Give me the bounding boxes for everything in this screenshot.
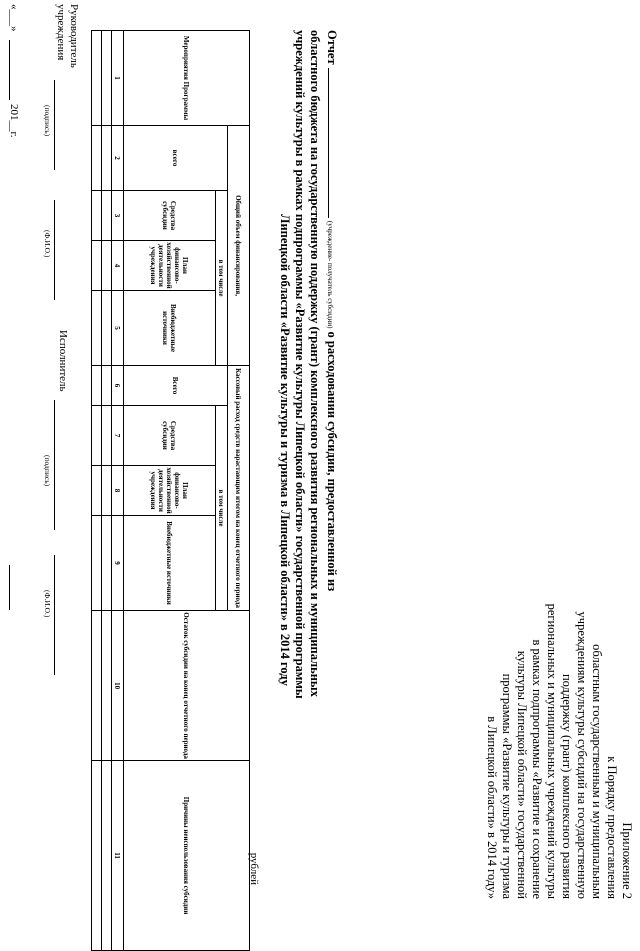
recipient-blank xyxy=(328,68,340,218)
col-number: 10 xyxy=(112,611,124,761)
executor-signature-caption: (подпись) xyxy=(43,455,52,487)
col-number: 9 xyxy=(112,516,124,611)
header-subsidy2: Средства субсидии xyxy=(124,406,216,466)
executor-fio-caption: (Ф.И.О.) xyxy=(43,590,52,618)
col-number: 6 xyxy=(112,366,124,406)
table-row xyxy=(92,31,102,951)
date-month-line xyxy=(9,40,10,100)
head-fio-line xyxy=(54,200,55,300)
appendix-line: поддержку (грант) комплексного развития xyxy=(560,673,574,899)
appendix-header xyxy=(484,569,634,899)
header-subsidy: Средства субсидии xyxy=(124,191,216,241)
executor-fio-line xyxy=(54,555,55,675)
report-title-line xyxy=(322,30,340,870)
header-all2: Всего xyxy=(124,366,228,406)
date-suffix: 201__г. xyxy=(8,104,20,138)
head-signature-line xyxy=(54,80,55,170)
currency-unit: рублей xyxy=(248,852,260,885)
recipient-note: (учреждение- получатель субсидии) xyxy=(326,220,334,329)
report-title: Отчет xyxy=(325,30,339,65)
header-incl2: в том числе xyxy=(216,406,228,611)
header-total-funding: Общий объем финансирования, xyxy=(228,126,250,366)
header-reasons: Причины неиспользования субсидии xyxy=(124,761,250,951)
head-signature-caption: (подпись) xyxy=(43,105,52,137)
col-number: 11 xyxy=(112,761,124,951)
col-number: 1 xyxy=(112,31,124,126)
executor-label: Исполнитель xyxy=(57,330,69,392)
appendix-line: региональных и муниципальных учреждений культуры xyxy=(545,603,559,899)
col-number: 5 xyxy=(112,291,124,366)
appendix-line: учреждениям культуры субсидий на государственную xyxy=(575,611,589,899)
col-number: 4 xyxy=(112,241,124,291)
appendix-line: Приложение 2 xyxy=(620,822,634,899)
col-number: 2 xyxy=(112,126,124,191)
report-title-block xyxy=(277,30,340,870)
report-line3: учреждений культуры в рамках подпрограммы «Развитие культуры Липецкой области» государственной программы xyxy=(293,30,307,699)
header-measures: Мероприятия Программы xyxy=(124,31,250,126)
head-fio-caption: (Ф.И.О.) xyxy=(43,230,52,258)
executor-extra-line xyxy=(9,565,10,610)
header-extra2: Внебюджетные источники xyxy=(124,516,216,611)
report-table xyxy=(91,30,250,951)
appendix-line: культуры Липецкой области» государственной xyxy=(515,650,529,899)
header-plan: План финансово-хозяйственной деятельности учреждения xyxy=(124,241,216,291)
appendix-line: в Липецкой области» в 2014 году» xyxy=(485,716,499,899)
date-prefix: «___» xyxy=(8,4,20,32)
appendix-line: в рамках подпрограммы «Развитие и сохранение xyxy=(530,639,544,899)
col-number: 7 xyxy=(112,406,124,466)
table-row xyxy=(102,31,112,951)
header-remaining: Остаток субсидии на конец отчетного периода xyxy=(124,611,250,761)
header-cash-expense: Кассовый расход средств нарастающим итогом на конец отчетного периода xyxy=(228,366,250,611)
report-line4: Липецкой области «Развитие культуры и туризма в Липецкой области» в 2014 году xyxy=(278,214,292,686)
appendix-line: областным государственным и муниципальным xyxy=(590,644,604,899)
executor-signature-line xyxy=(54,400,55,530)
header-incl: в том числе xyxy=(216,191,228,366)
head-label: Руководитель учреждения xyxy=(55,4,80,68)
appendix-line: программы «Развитие культуры и туризма xyxy=(500,673,514,899)
appendix-line: к Порядку предоставления xyxy=(605,756,619,899)
col-number: 8 xyxy=(112,466,124,516)
report-line1: о расходовании субсидии, предоставленной из xyxy=(325,331,339,592)
col-number: 3 xyxy=(112,191,124,241)
header-extra: Внебюджетные источники xyxy=(124,291,216,366)
header-plan2: План финансово-хозяйственной деятельности учреждения xyxy=(124,466,216,516)
header-all: всего xyxy=(124,126,228,191)
report-line2: областного бюджета на государственную поддержку (грант) комплексного развития региональных и муниципальных xyxy=(308,30,322,697)
